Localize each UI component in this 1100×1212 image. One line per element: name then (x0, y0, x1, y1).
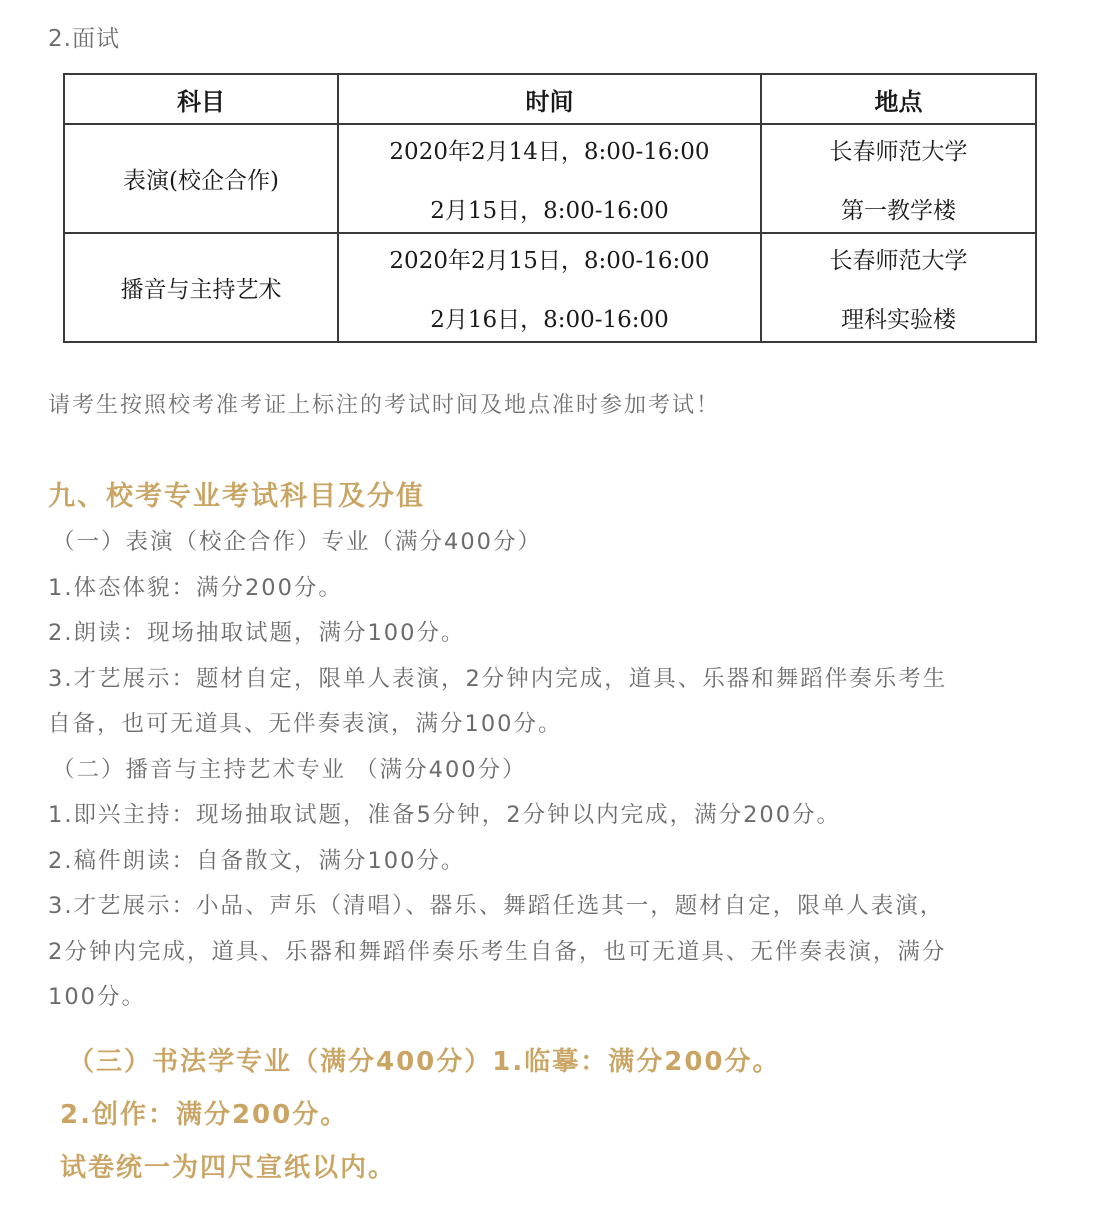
cell-place (761, 233, 1036, 342)
cell-place (761, 124, 1036, 233)
cell-subject: 表演(校企合作) (64, 124, 338, 233)
highlight-line: （三）书法学专业（满分400分）1.临摹：满分200分。 (68, 1047, 781, 1077)
section-label: 2.面试 (48, 26, 120, 52)
time-line: 2020年2月14日，8:00-16:00 (389, 138, 710, 165)
table-header-row (64, 74, 1036, 124)
table-row (64, 124, 1036, 233)
highlight-line: 2.创作：满分200分。 (60, 1100, 349, 1130)
exam-notice: 请考生按照校考准考证上标注的考试时间及地点准时参加考试！ (48, 393, 721, 418)
paragraph-line: 自备，也可无道具、无伴奏表演，满分100分。 (48, 711, 563, 737)
paragraph-line: 2分钟内完成，道具、乐器和舞蹈伴奏乐考生自备，也可无道具、无伴奏表演，满分 (48, 938, 947, 965)
header-place: 地点 (761, 74, 1036, 124)
calligraphy-section (60, 1036, 781, 1195)
place-line: 理科实验楼 (841, 306, 956, 333)
subject-details (48, 520, 1058, 1021)
cell-subject: 播音与主持艺术 (64, 233, 338, 342)
highlight-line: 试卷统一为四尺宣纸以内。 (60, 1153, 397, 1183)
header-subject: 科目 (64, 74, 338, 124)
cell-time (338, 233, 761, 342)
place-line: 第一教学楼 (841, 197, 956, 224)
paragraph-line: 1.体态体貌：满分200分。 (48, 574, 343, 601)
time-line: 2020年2月15日，8:00-16:00 (389, 247, 710, 274)
schedule-table (63, 73, 1037, 343)
paragraph-line: 3.才艺展示：题材自定，限单人表演，2分钟内完成，道具、乐器和舞蹈伴奏乐考生 (48, 665, 948, 692)
place-line: 长春师范大学 (829, 247, 968, 274)
time-line: 2月15日，8:00-16:00 (430, 197, 669, 224)
paragraph-line: （二）播音与主持艺术专业 （满分400分） (52, 756, 527, 783)
paragraph-line: （一）表演（校企合作）专业（满分400分） (52, 529, 542, 555)
header-time: 时间 (338, 74, 761, 124)
place-line: 长春师范大学 (829, 138, 968, 165)
cell-time (338, 124, 761, 233)
paragraph-line: 100分。 (48, 984, 146, 1010)
table-row (64, 233, 1036, 342)
paragraph-line: 3.才艺展示：小品、声乐（清唱）、器乐、舞蹈任选其一，题材自定，限单人表演， (48, 893, 945, 919)
paragraph-line: 1.即兴主持：现场抽取试题，准备5分钟，2分钟以内完成，满分200分。 (48, 802, 842, 828)
section-heading: 九、校考专业考试科目及分值 (48, 481, 425, 512)
paragraph-line: 2.朗读：现场抽取试题，满分100分。 (48, 620, 466, 646)
paragraph-line: 2.稿件朗读：自备散文，满分100分。 (48, 847, 466, 874)
time-line: 2月16日，8:00-16:00 (430, 306, 669, 333)
